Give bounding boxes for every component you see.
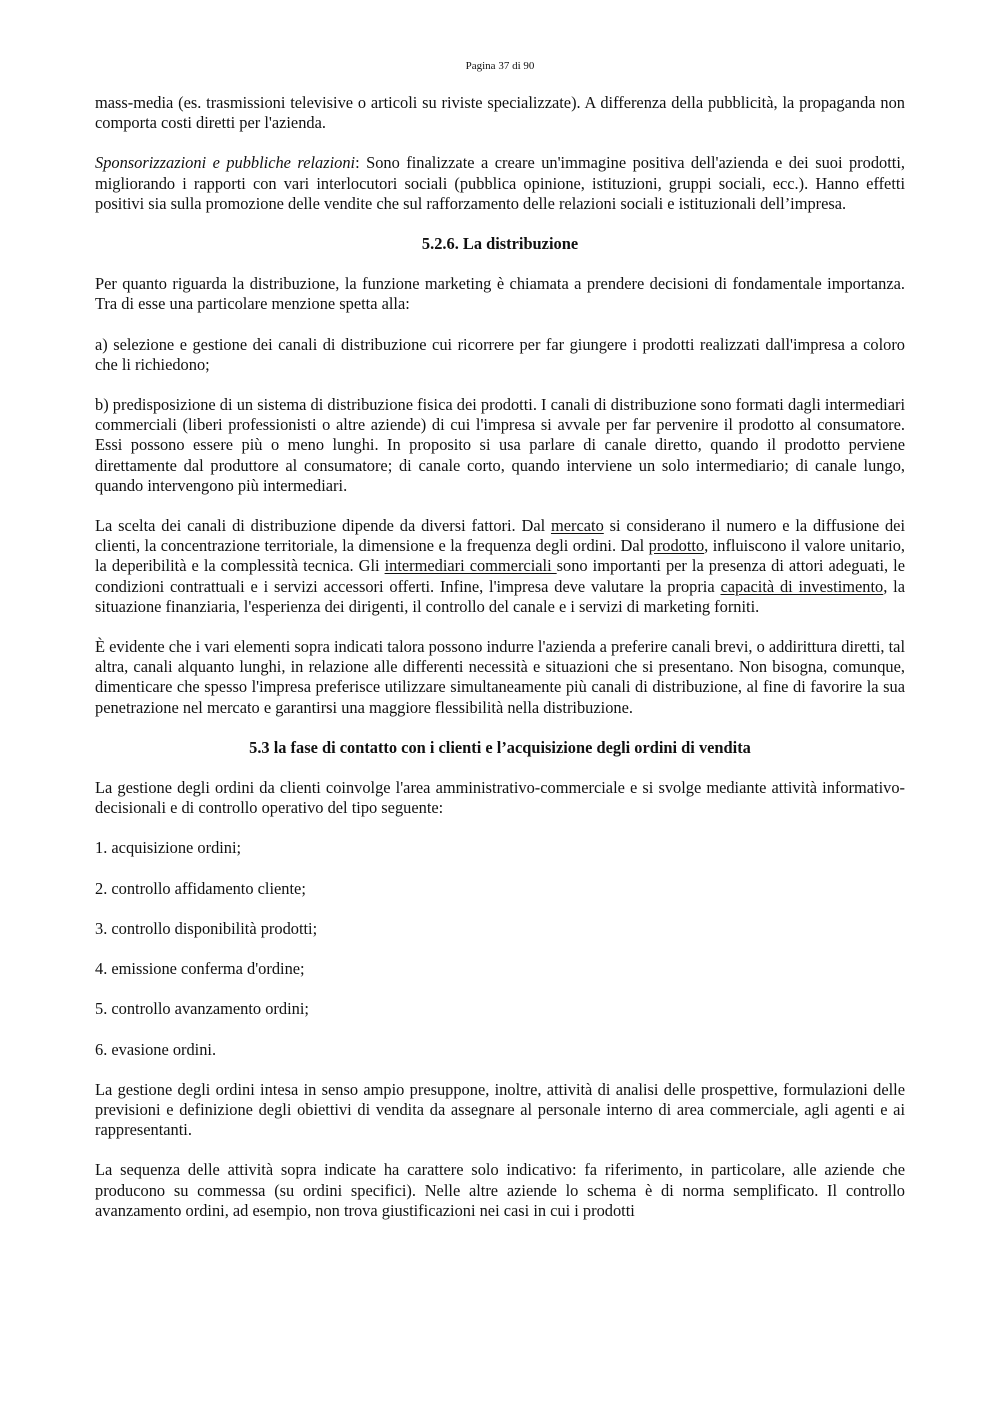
paragraph-sponsorship-text: : Sono finalizzate a creare un'immagine positiva dell'azienda e dei suoi prodotti, migliorando i rapporti con vari interlocutori sociali (pubblica opinione, istituzioni, gruppi sociali, ecc.). Hanno effetti positivi sia sulla promozione delle vendite che sul rafforzamento delle relazioni sociali e istituzionali dell’impresa.	[95, 153, 905, 213]
underlined-term-investment: capacità di investimento	[720, 576, 884, 596]
underlined-term-intermediaries: intermediari commerciali	[384, 556, 557, 576]
paragraph-orders-analysis: La gestione degli ordini intesa in senso ampio presuppone, inoltre, attività di analisi delle prospettive, formulazioni delle previsioni e definizione degli obiettivi di vendita da assegnare al personale interno di area commerciale, agli agenti e ai rappresentanti.	[95, 1079, 905, 1140]
list-item: 5. controllo avanzamento ordini;	[95, 999, 309, 1019]
page-number: Pagina 37 di 90	[465, 60, 535, 72]
paragraph-orders-intro: La gestione degli ordini da clienti coinvolge l'area amministrativo-commerciale e si svolge mediante attività informativo-decisionali e di controllo operativo del tipo seguente:	[95, 778, 905, 818]
paragraph-point-b: b) predisposizione di un sistema di distribuzione fisica dei prodotti. I canali di distribuzione sono formati dagli intermediari commerciali (liberi professionisti o altre aziende) di cui l'impresa si avvale per far pervenire il prodotto al consumatore. Essi possono essere più o meno lunghi. In proposito si usa parlare di canale diretto, quando il prodotto perviene direttamente dal produttore al consumatore; di canale corto, quando interviene un solo intermediario; di canale lungo, quando intervengono più intermediari.	[95, 395, 905, 495]
paragraph-distribution-intro: Per quanto riguarda la distribuzione, la funzione marketing è chiamata a prendere decisioni di fondamentale importanza. Tra di esse una particolare menzione spetta alla:	[95, 274, 905, 314]
paragraph-channel-choice	[95, 516, 905, 617]
list-item: 6. evasione ordini.	[95, 1039, 217, 1059]
list-item: 3. controllo disponibilità prodotti;	[95, 918, 318, 938]
paragraph-sequence: La sequenza delle attività sopra indicate ha carattere solo indicativo: fa riferimento, in particolare, alle aziende che producono su commessa (su ordini specifici). Nelle altre aziende lo schema è di norma semplificato. Il controllo avanzamento ordini, ad esempio, non trova giustificazioni nei casi in cui i prodotti	[95, 1160, 905, 1220]
paragraph-sponsorship	[95, 153, 905, 214]
text-run: sono importanti per la presenza di attori adeguati, le condizioni contrattuali e i servizi accessori offerti. Infine, l'impresa deve valutare la propria	[95, 556, 905, 596]
paragraph-mass-media: mass-media (es. trasmissioni televisive o articoli su riviste specializzate). A differenza della pubblicità, la propaganda non comporta costi diretti per l'azienda.	[95, 93, 905, 133]
underlined-term-product: prodotto	[648, 536, 705, 556]
term-sponsorship: Sponsorizzazioni e pubbliche relazioni	[95, 153, 356, 173]
paragraph-channel-length: È evidente che i vari elementi sopra indicati talora possono indurre l'azienda a preferire canali brevi, o addirittura diretti, tal altra, canali alquanto lunghi, in relazione alle differenti necessità e situazioni che si presentano. Non bisogna, comunque, dimenticare che spesso l'impresa preferisce utilizzare simultaneamente più canali di distribuzione, al fine di favorire la sua penetrazione nel mercato e garantirsi una maggiore flessibilità nella distribuzione.	[95, 637, 905, 717]
list-item: 4. emissione conferma d'ordine;	[95, 959, 305, 979]
section-heading-orders: 5.3 la fase di contatto con i clienti e l’acquisizione degli ordini di vendita	[249, 737, 751, 757]
document-body	[95, 93, 905, 1221]
text-run: , influiscono il valore unitario, la deperibilità e la complessità tecnica. Gli	[95, 536, 905, 576]
list-item: 2. controllo affidamento cliente;	[95, 878, 306, 898]
text-run: La scelta dei canali di distribuzione dipende da diversi fattori. Dal	[95, 516, 551, 536]
paragraph-point-a: a) selezione e gestione dei canali di distribuzione cui ricorrere per far giungere i prodotti realizzati dall'impresa a coloro che li richiedono;	[95, 334, 905, 374]
section-heading-distribution: 5.2.6. La distribuzione	[421, 234, 579, 254]
text-run: si considerano il numero e la diffusione dei clienti, la concentrazione territoriale, la dimensione e la frequenza degli ordini. Dal	[95, 516, 906, 556]
text-run: , la situazione finanziaria, l'esperienza dei dirigenti, il controllo del canale e i servizi di marketing forniti.	[95, 576, 905, 616]
underlined-term-market: mercato	[550, 516, 604, 536]
list-item: 1. acquisizione ordini;	[95, 838, 242, 858]
